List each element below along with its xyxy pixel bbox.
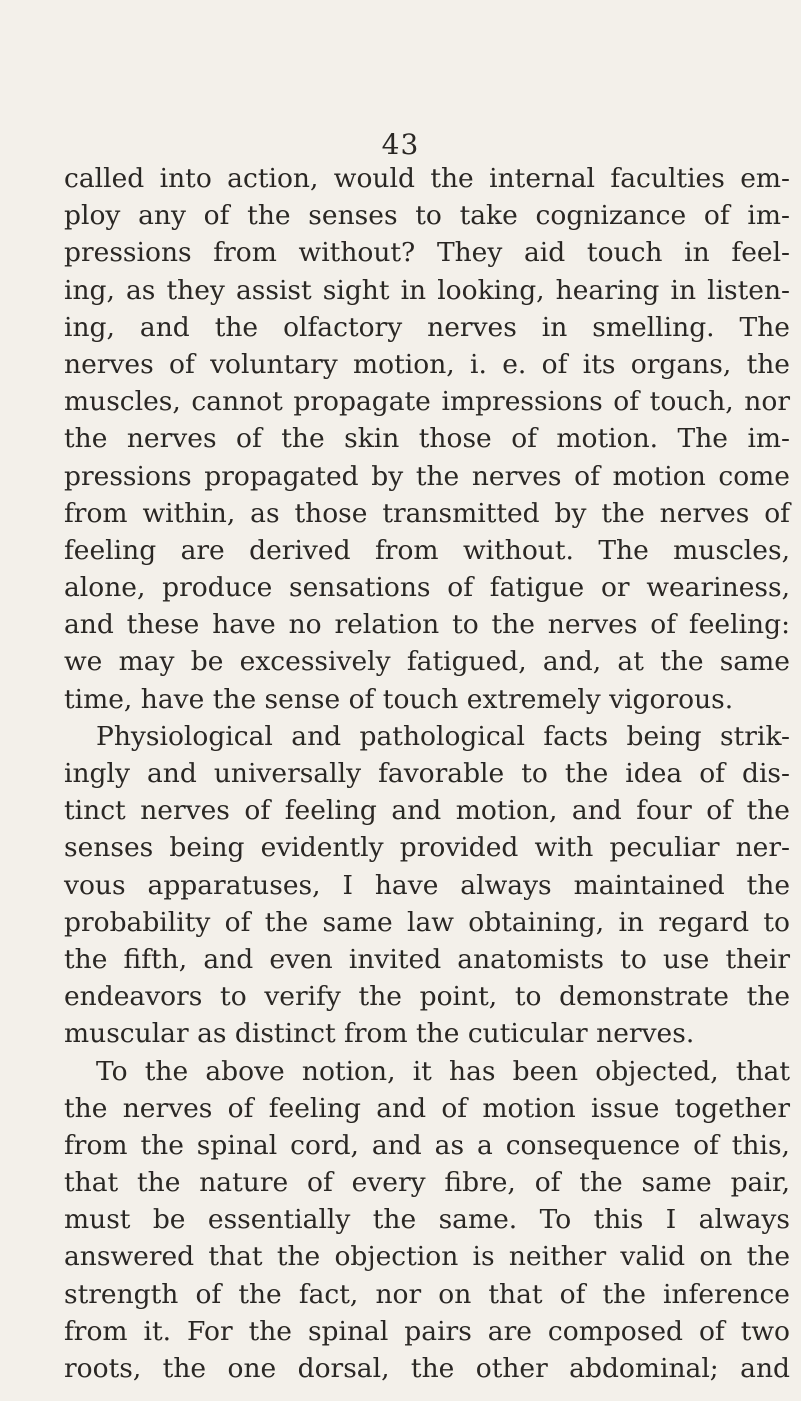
text-line: pressions from without? They aid touch in feel- <box>64 237 790 269</box>
text-line: the nerves of the skin those of motion. The im- <box>64 423 790 455</box>
text-line: time, have the sense of touch extremely vigorous. <box>64 683 734 715</box>
text-line: nerves of voluntary motion, i. e. of its organs, the <box>64 348 790 380</box>
text-line: endeavors to verify the point, to demonstrate the <box>64 981 790 1013</box>
text-line: that the nature of every fibre, of the same pair, <box>64 1167 790 1199</box>
text-line: vous apparatuses, I have always maintained the <box>64 869 790 901</box>
text-line: strength of the fact, nor on that of the inference <box>64 1278 790 1310</box>
text-line: probability of the same law obtaining, in regard to <box>64 906 790 938</box>
text-line: alone, produce sensations of fatigue or weariness, <box>64 572 790 604</box>
text-line: roots, the one dorsal, the other abdominal; and <box>64 1353 790 1384</box>
text-line: muscles, cannot propagate impressions of touch, nor <box>64 386 790 418</box>
text-line: feeling are derived from without. The muscles, <box>64 534 790 566</box>
text-line: To the above notion, it has been objected, that <box>96 1055 790 1087</box>
text-line: from the spinal cord, and as a consequence of this, <box>64 1129 790 1161</box>
text-line: Physiological and pathological facts being strik- <box>96 720 790 752</box>
text-line: answered that the objection is neither valid on the <box>64 1241 790 1273</box>
text-line: the fifth, and even invited anatomists to use their <box>64 943 790 975</box>
text-line: called into action, would the internal faculties em- <box>64 163 790 194</box>
text-line: ing, and the olfactory nerves in smelling. The <box>64 311 790 343</box>
text-line: ingly and universally favorable to the idea of dis- <box>64 758 790 789</box>
text-line: and these have no relation to the nerves of feeling: <box>64 609 790 641</box>
text-line: must be essentially the same. To this I always <box>64 1204 790 1236</box>
text-line: from within, as those transmitted by the nerves of <box>64 497 790 529</box>
text-line: senses being evidently provided with peculiar ner- <box>64 832 790 864</box>
text-line: tinct nerves of feeling and motion, and four of the <box>64 795 790 827</box>
text-line: pressions propagated by the nerves of motion come <box>64 460 790 492</box>
text-line: we may be excessively fatigued, and, at the same <box>64 646 790 678</box>
text-line: the nerves of feeling and of motion issue together <box>64 1092 790 1124</box>
text-line: muscular as distinct from the cuticular nerves. <box>64 1018 695 1050</box>
text-line: ing, as they assist sight in looking, hearing in listen- <box>64 274 790 306</box>
text-line: ploy any of the senses to take cognizance of im- <box>64 200 790 232</box>
text-line: from it. For the spinal pairs are composed of two <box>64 1315 790 1347</box>
page-number: 43 <box>381 128 420 161</box>
body-text <box>64 160 790 1387</box>
